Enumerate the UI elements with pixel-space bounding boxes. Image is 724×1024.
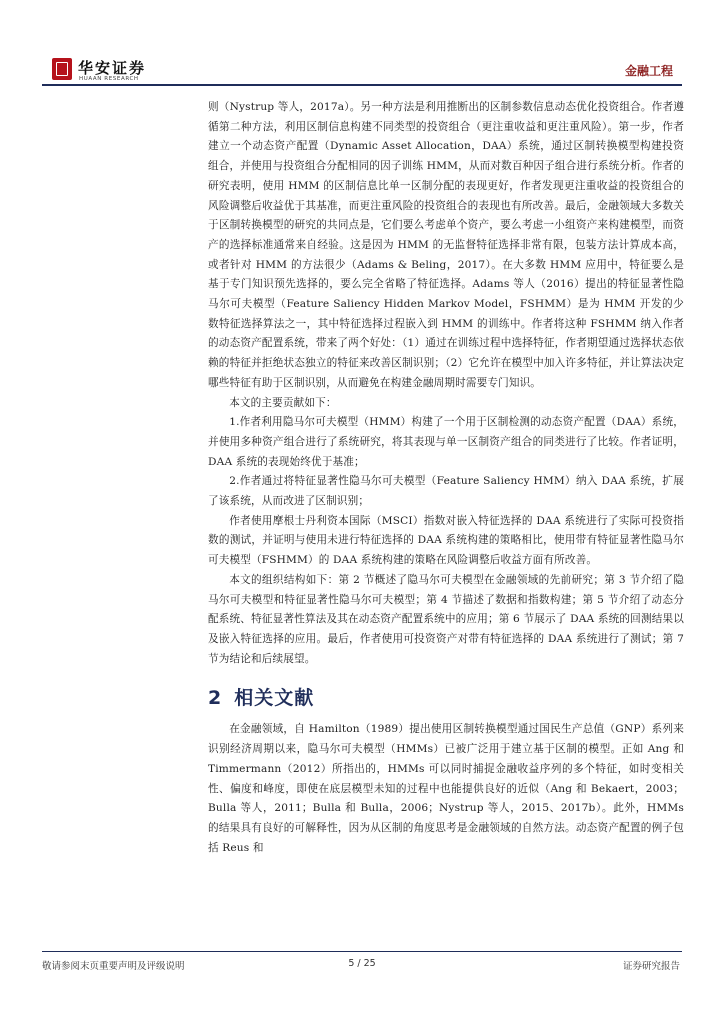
logo-english-name: HUAAN RESEARCH — [79, 76, 139, 82]
contribution-item-2: 2.作者通过将特征显著性隐马尔可夫模型（Feature Saliency HMM）纳入 DAA 系统，扩展了该系统，从而改进了区制识别； — [208, 475, 684, 508]
header-section-label: 金融工程 — [624, 64, 673, 78]
main-content — [208, 98, 684, 858]
section-2-paragraph: 在金融领域，自 Hamilton（1989）提出使用区制转换模型通过国民生产总值（GNP）系列来识别经济周期以来，隐马尔可夫模型（HMMs）已被广泛用于建立基于区制的模型。正如 Ang 和 Timmermann（2012）所指出的，HMMs 可以同时捕捉金融收益序列的多个特征，如时变相关性、偏度和峰度，即使在底层模型未知的过程中也能提供良好的近似（Ang 和 Bekaert，2003；Bulla 等人，2011；Bulla 和 Bulla，2006；Nystrup 等人，2015、2017b）。此外，HMMs 的结果具有良好的可解释性，因为从区制的角度思考是金融领域的自然方法。动态资产配置的例子包括 Reus 和 — [208, 723, 684, 854]
page-number: 5 / 25 — [348, 958, 376, 969]
footer-divider — [42, 951, 682, 952]
footer-report-type: 证券研究报告 — [622, 961, 680, 972]
footer-disclaimer: 敬请参阅末页重要声明及评级说明 — [42, 961, 185, 972]
contribution-item-1: 1.作者利用隐马尔可夫模型（HMM）构建了一个用于区制检测的动态资产配置（DAA）系统，并使用多种资产组合进行了系统研究，将其表现与单一区制资产组合的同类进行了比较。作者证明，DAA 系统的表现始终优于基准； — [208, 416, 684, 468]
contributions-intro: 本文的主要贡献如下： — [229, 396, 337, 409]
section-number: 2 — [208, 687, 223, 710]
page-header — [0, 0, 724, 84]
logo-company-name: 华安证券 — [78, 59, 147, 77]
section-heading — [208, 683, 684, 710]
section-title-text: 相关文献 — [234, 687, 315, 710]
contribution-item-3: 作者使用摩根士丹利资本国际（MSCI）指数对嵌入特征选择的 DAA 系统进行了实际可投资指数的测试，并证明与使用未进行特征选择的 DAA 系统构建的策略相比，使用带有特征显著性隐马尔可夫模型（FSHMM）的 DAA 系统构建的策略在风险调整后收益方面有所改善。 — [208, 514, 684, 567]
huaan-logo-icon — [52, 58, 72, 80]
body-paragraph-1: 则（Nystrup 等人，2017a）。另一种方法是利用推断出的区制参数信息动态优化投资组合。作者遵循第二种方法，利用区制信息构建不同类型的投资组合（更注重收益和更注重风险）。第一步，作者建立一个动态资产配置（Dynamic Asset Allocation，DAA）系统，通过区制转换模型构建投资组合，并使用与投资组合分配相同的因子训练 HMM，从而对数百种因子组合进行系统分析。作者的研究表明，使用 HMM 的区制信息比单一区制分配的表现更好，作者发现更注重收益的投资组合的风险调整后收益优于其基准，而更注重风险的投资组合的表现也有所改善。最后，金融领域大多数关于区制转换模型的研究的共同点是，它们要么考虑单个资产，要么考虑一小组资产来构建模型，而资产的选择标准通常来自经验。这是因为 HMM 的无监督特征选择非常有限，包装方法计算成本高，或者针对 HMM 的方法很少（Adams & Beling，2017）。在大多数 HMM 应用中，特征要么是基于专门知识预先选择的，要么完全省略了特征选择。Adams 等人（2016）提出的特征显著性隐马尔可夫模型（Feature Saliency Hidden Markov Model，FSHMM）是为 HMM 开发的少数特征选择算法之一，其中特征选择过程嵌入到 HMM 的训练中。作者将这种 FSHMM 纳入作者的动态资产配置系统，带来了两个好处：（1）通过在训练过程中选择特征，作者期望通过选择状态依赖的特征并拒绝状态独立的特征来改善区制识别；（2）它允许在模型中加入许多特征，并让算法决定哪些特征有助于区制识别，从而避免在构建金融周期时需要专门知识。 — [208, 101, 684, 389]
structure-paragraph: 本文的组织结构如下：第 2 节概述了隐马尔可夫模型在金融领域的先前研究；第 3 节介绍了隐马尔可夫模型和特征显著性隐马尔可夫模型；第 4 节描述了数据和指数构建；第 5 节介绍了动态分配系统、特征显著性算法及其在动态资产配置系统中的应用；第 6 节展示了 DAA 系统的回测结果以及嵌入特征选择的应用。最后，作者使用可投资资产对带有特征选择的 DAA 系统进行了测试；第 7 节为结论和后续展望。 — [208, 573, 684, 665]
header-divider — [42, 84, 682, 86]
